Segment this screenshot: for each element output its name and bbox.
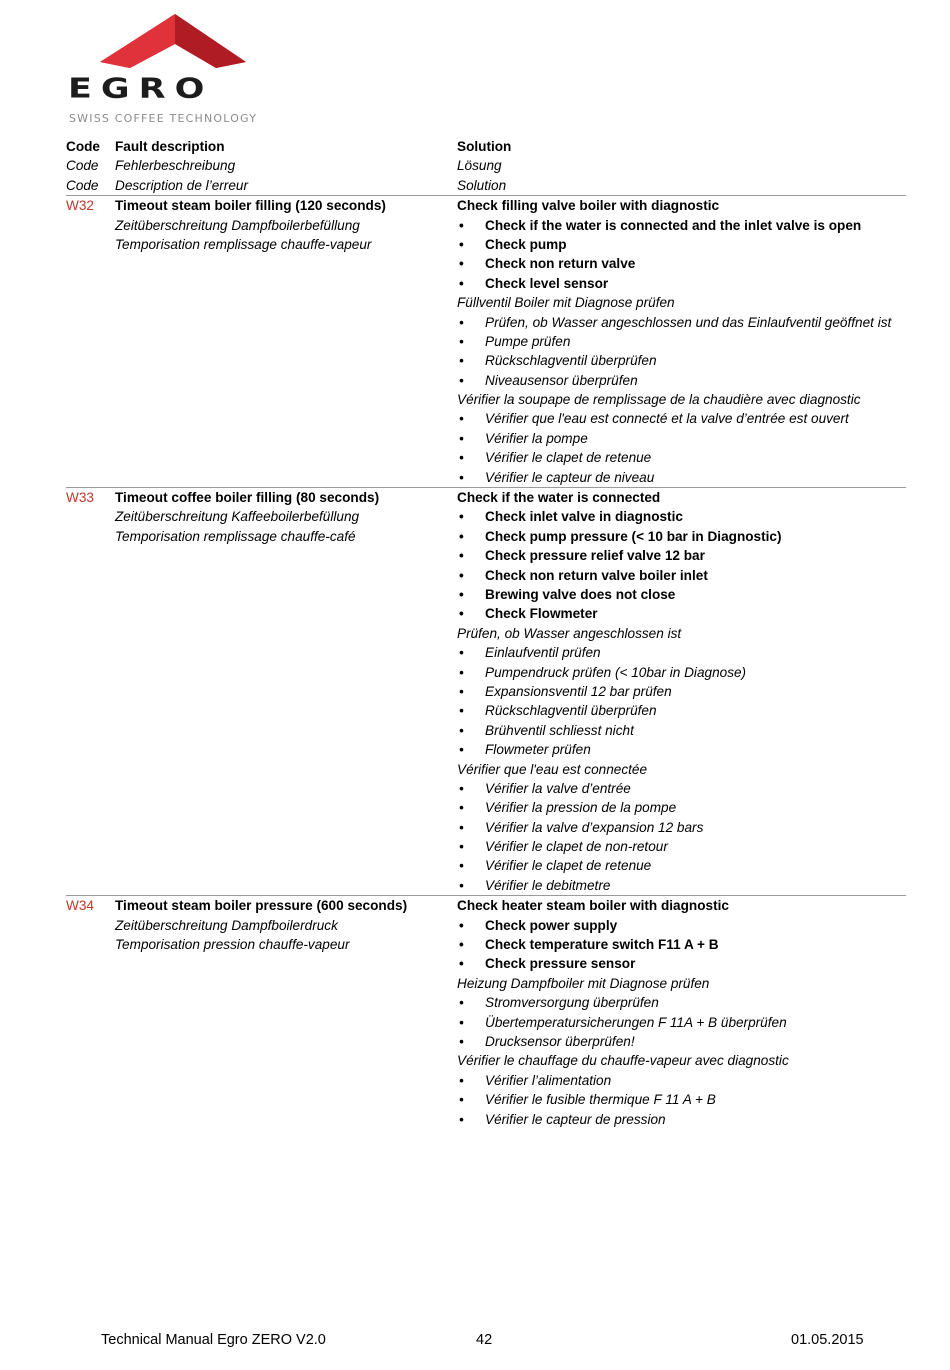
header-fault-en: Fault description: [115, 139, 225, 154]
solution-step-text: Rückschlagventil überprüfen: [485, 353, 657, 369]
fault-table: [66, 137, 906, 1129]
solution-step-text: Check non return valve: [485, 256, 636, 272]
solution-step: [457, 1110, 906, 1129]
bullet-icon: •: [459, 800, 464, 816]
solution-heading: Prüfen, ob Wasser angeschlossen ist: [457, 625, 682, 641]
fault-rows: [66, 196, 906, 1129]
solution-step: [457, 527, 906, 546]
solution-step: [457, 507, 906, 526]
solution-step-text: Vérifier le debitmetre: [485, 877, 611, 893]
bullet-icon: •: [459, 450, 464, 466]
solution-step: [457, 332, 906, 351]
solution-step: [457, 1032, 906, 1051]
solution-step: [457, 740, 906, 759]
bullet-icon: •: [459, 314, 464, 330]
solution-step: [457, 818, 906, 837]
solution-step-text: Rückschlagventil überprüfen: [485, 703, 657, 719]
header-fault-de: Fehlerbeschreibung: [115, 158, 236, 174]
solution-step-text: Einlaufventil prüfen: [485, 645, 601, 661]
logo-tagline: SWISS COFFEE TECHNOLOGY: [69, 112, 258, 125]
table-header: [66, 137, 906, 196]
solution-step-text: Vérifier la valve d’expansion 12 bars: [485, 819, 704, 835]
fault-description-de: Zeitüberschreitung Dampfboilerbefüllung: [115, 217, 360, 233]
bullet-icon: •: [459, 217, 464, 233]
solution-step-text: Check pump pressure (< 10 bar in Diagnostic): [485, 528, 782, 544]
header-code-en: Code: [66, 139, 100, 154]
bullet-icon: •: [459, 469, 464, 485]
solution-step: [457, 954, 906, 973]
bullet-icon: •: [459, 567, 464, 583]
solution-heading: Check if the water is connected: [457, 490, 661, 506]
bullet-icon: •: [459, 256, 464, 272]
solution-step: [457, 643, 906, 662]
bullet-icon: •: [459, 722, 464, 738]
fault-description-en: Timeout coffee boiler filling (80 seconds): [115, 490, 380, 506]
bullet-icon: •: [459, 333, 464, 349]
solution-step: [457, 837, 906, 856]
fault-code: W32: [66, 198, 94, 214]
solution-step: [457, 566, 906, 585]
solution-heading: Füllventil Boiler mit Diagnose prüfen: [457, 295, 675, 311]
bullet-icon: •: [459, 937, 464, 953]
solution-step: [457, 779, 906, 798]
fault-row: [66, 196, 906, 488]
solution-step-text: Check non return valve boiler inlet: [485, 567, 708, 583]
solution-step: [457, 1071, 906, 1090]
solution-step: [457, 916, 906, 935]
solution-step: [457, 546, 906, 565]
bullet-icon: •: [459, 995, 464, 1011]
roof-icon: [66, 12, 278, 74]
bullet-icon: •: [459, 411, 464, 427]
fault-description-de: Zeitüberschreitung Kaffeeboilerbefüllung: [115, 509, 360, 525]
fault-row: [66, 896, 906, 1129]
bullet-icon: •: [459, 353, 464, 369]
solution-step-text: Vérifier que l'eau est connecté et la valve d’entrée est ouvert: [485, 411, 849, 427]
header-fault-fr: Description de l’erreur: [115, 177, 248, 193]
solution-step-text: Vérifier le clapet de retenue: [485, 858, 652, 874]
bullet-icon: •: [459, 606, 464, 622]
solution-step: [457, 313, 906, 332]
footer-date: 01.05.2015: [791, 1332, 864, 1348]
solution-step-text: Drucksensor überprüfen!: [485, 1033, 635, 1049]
solution-step: [457, 935, 906, 954]
solution-step-text: Pumpe prüfen: [485, 333, 571, 349]
solution-step-text: Vérifier le clapet de retenue: [485, 450, 652, 466]
footer-page-number: 42: [476, 1332, 493, 1348]
solution-step-text: Prüfen, ob Wasser angeschlossen und das Einlaufventil geöffnet ist: [485, 314, 892, 330]
solution-step: [457, 585, 906, 604]
solution-step-text: Übertemperatursicherungen F 11A + B überprüfen: [485, 1014, 787, 1030]
solution-step-text: Check pump: [485, 236, 567, 252]
solution-step-text: Niveausensor überprüfen: [485, 372, 638, 388]
solution-step-text: Brühventil schliesst nicht: [485, 722, 634, 738]
bullet-icon: •: [459, 645, 464, 661]
fault-description-de: Zeitüberschreitung Dampfboilerdruck: [115, 917, 338, 933]
solution-step-text: Pumpendruck prüfen (< 10bar in Diagnose): [485, 664, 747, 680]
fault-description-fr: Temporisation pression chauffe-vapeur: [115, 937, 350, 953]
solution-step-text: Check if the water is connected and the inlet valve is open: [485, 217, 862, 233]
solution-step-text: Stromversorgung überprüfen: [485, 995, 659, 1011]
header-solution-fr: Solution: [457, 177, 507, 193]
bullet-icon: •: [459, 917, 464, 933]
bullet-icon: •: [459, 664, 464, 680]
solution-step-text: Check temperature switch F11 A + B: [485, 937, 719, 953]
solution-heading: Vérifier la soupape de remplissage de la chaudière avec diagnostic: [457, 392, 861, 408]
bullet-icon: •: [459, 372, 464, 388]
bullet-icon: •: [459, 586, 464, 602]
fault-description-fr: Temporisation remplissage chauffe-vapeur: [115, 236, 372, 252]
solution-step-text: Check power supply: [485, 917, 618, 933]
solution-step: [457, 274, 906, 293]
solution-step: [457, 468, 906, 487]
bullet-icon: •: [459, 509, 464, 525]
solution-step-text: Vérifier la pression de la pompe: [485, 800, 677, 816]
header-solution-de: Lösung: [457, 158, 502, 174]
fault-description-en: Timeout steam boiler filling (120 seconds): [115, 198, 386, 214]
footer-manual-title: Technical Manual Egro ZERO V2.0: [101, 1332, 326, 1348]
bullet-icon: •: [459, 1033, 464, 1049]
solution-step: [457, 682, 906, 701]
bullet-icon: •: [459, 839, 464, 855]
solution-step-text: Vérifier le fusible thermique F 11 A + B: [485, 1092, 716, 1108]
bullet-icon: •: [459, 780, 464, 796]
solution-heading: Heizung Dampfboiler mit Diagnose prüfen: [457, 975, 710, 991]
solution-step: [457, 254, 906, 273]
solution-step: [457, 663, 906, 682]
bullet-icon: •: [459, 275, 464, 291]
bullet-icon: •: [459, 877, 464, 893]
fault-description-fr: Temporisation remplissage chauffe-café: [115, 528, 356, 544]
solution-step-text: Check level sensor: [485, 275, 609, 291]
solution-step: [457, 1090, 906, 1109]
solution-step: [457, 721, 906, 740]
solution-step: [457, 701, 906, 720]
bullet-icon: •: [459, 703, 464, 719]
solution-step-text: Flowmeter prüfen: [485, 742, 591, 758]
solution-step-text: Vérifier le capteur de pression: [485, 1111, 666, 1127]
bullet-icon: •: [459, 742, 464, 758]
header-code-de: Code: [66, 158, 99, 174]
solution-step: [457, 1013, 906, 1032]
solution-step-text: Check Flowmeter: [485, 606, 598, 622]
header-code-fr: Code: [66, 177, 99, 193]
bullet-icon: •: [459, 1072, 464, 1088]
bullet-icon: •: [459, 819, 464, 835]
solution-step-text: Vérifier la valve d’entrée: [485, 780, 631, 796]
solution-step-text: Vérifier la pompe: [485, 430, 588, 446]
fault-code: W33: [66, 490, 94, 506]
solution-step: [457, 235, 906, 254]
bullet-icon: •: [459, 1092, 464, 1108]
solution-step-text: Expansionsventil 12 bar prüfen: [485, 683, 672, 699]
bullet-icon: •: [459, 683, 464, 699]
solution-step: [457, 798, 906, 817]
fault-row: [66, 488, 906, 896]
solution-step: [457, 429, 906, 448]
solution-step: [457, 409, 906, 428]
fault-description-en: Timeout steam boiler pressure (600 seconds): [115, 898, 408, 914]
solution-step: [457, 371, 906, 390]
solution-step: [457, 351, 906, 370]
solution-heading: Vérifier que l'eau est connectée: [457, 761, 648, 777]
logo-wordmark: EGRO: [68, 73, 214, 105]
egro-logo: [66, 12, 278, 128]
bullet-icon: •: [459, 236, 464, 252]
bullet-icon: •: [459, 528, 464, 544]
solution-step: [457, 448, 906, 467]
bullet-icon: •: [459, 956, 464, 972]
solution-step: [457, 216, 906, 235]
solution-step-text: Check pressure sensor: [485, 956, 636, 972]
solution-heading: Check filling valve boiler with diagnostic: [457, 198, 720, 214]
solution-heading: Check heater steam boiler with diagnostic: [457, 898, 729, 914]
bullet-icon: •: [459, 548, 464, 564]
bullet-icon: •: [459, 430, 464, 446]
solution-step: [457, 876, 906, 895]
solution-step-text: Brewing valve does not close: [485, 586, 676, 602]
solution-step-text: Vérifier l’alimentation: [485, 1072, 612, 1088]
solution-heading: Vérifier le chauffage du chauffe-vapeur avec diagnostic: [457, 1053, 789, 1069]
solution-step-text: Vérifier le capteur de niveau: [485, 469, 655, 485]
solution-step-text: Vérifier le clapet de non-retour: [485, 839, 668, 855]
solution-step: [457, 993, 906, 1012]
solution-step: [457, 856, 906, 875]
bullet-icon: •: [459, 1014, 464, 1030]
bullet-icon: •: [459, 858, 464, 874]
bullet-icon: •: [459, 1111, 464, 1127]
solution-step: [457, 604, 906, 623]
header-solution-en: Solution: [457, 139, 512, 154]
solution-step-text: Check inlet valve in diagnostic: [485, 509, 683, 525]
solution-step-text: Check pressure relief valve 12 bar: [485, 548, 705, 564]
fault-code: W34: [66, 898, 94, 914]
